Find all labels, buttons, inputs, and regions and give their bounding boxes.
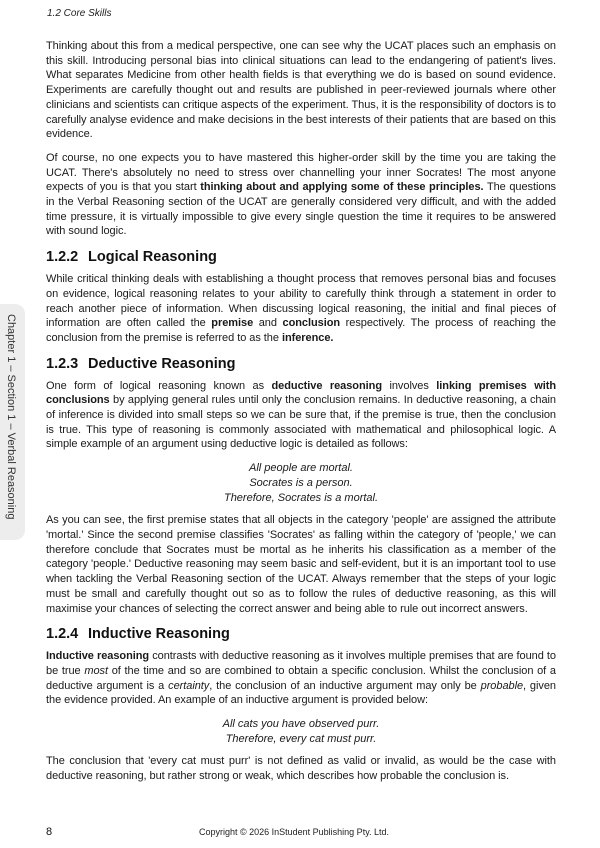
text-run: The questions in the Verbal Reasoning section of the UCAT are generally considered very difficult, and with the added time pressure, it is virtually impossible to give every single question the time it requires to be answered with sound logic.	[46, 181, 556, 238]
example-line: Therefore, every cat must purr.	[225, 732, 377, 745]
side-tab-label: Chapter 1 – Section 1 – Verbal Reasoning	[5, 314, 17, 520]
running-head: 1.2 Core Skills	[47, 8, 112, 19]
logical-paragraph	[46, 272, 556, 346]
text-run: Of course, no one expects you to have mastered this higher-order skill by the time you are taking the UCAT. There's absolutely no need to stress over channelling your inner Socrates! The most anyone expects of you is that you start	[46, 151, 556, 194]
deductive-paragraph-2: As you can see, the first premise states that all objects in the category 'people' are assigned the attribute 'mortal.' Since the second premise classifies 'Socrates' as falling within the category of 'people,' we can therefore conclude that Socrates must be mortal as he inherits his classification as a member of the category 'people.' Deductive reasoning may seem basic and self-evident, but it is an important tool to use when tackling the Verbal Reasoning section of the UCAT. Always remember that the steps of your logic must be small and carefully thought out so as to follow the rules of deductive reasoning, as this will maximise your chances of selecting the correct answer and being able to rule out incorrect answers.	[46, 514, 556, 615]
deductive-example	[46, 461, 556, 505]
text-run: by applying general rules until only the conclusion remains. In deductive reasoning, a chain of inference is divided into small steps so we can be sure that, if the premise is true, then the conclusion is true. This type of reasoning is commonly associated with mathematical and philosophical logic. A simple example of an argument using deductive logic is detailed as follows:	[46, 394, 556, 451]
deductive-paragraph-1	[46, 379, 556, 453]
italic-text: probable	[480, 679, 524, 692]
bold-text: thinking about and applying some of these principles.	[200, 181, 484, 194]
inductive-paragraph-2: The conclusion that 'every cat must purr' is not defined as valid or invalid, as would be the case with deductive reasoning, but rather strong or weak, which describes how probable the conclusion is.	[46, 755, 556, 783]
section-title: Logical Reasoning	[88, 249, 217, 266]
bold-text: premise	[211, 317, 254, 330]
section-number: 1.2.2	[46, 249, 79, 266]
section-number: 1.2.3	[46, 355, 79, 372]
copyright-text: Copyright © 2026 InStudent Publishing Pty. Ltd.	[198, 827, 390, 837]
bold-text: linking premises with conclusions	[46, 379, 556, 407]
bold-text: conclusion	[282, 317, 341, 330]
page-number: 8	[46, 826, 53, 838]
section-title: Inductive Reasoning	[88, 626, 230, 643]
text-run: of the time and so are combined to obtain a specific conclusion. Whilst the conclusion of a deductive argument is a	[46, 664, 556, 692]
copyright-footer	[0, 827, 600, 837]
inductive-example	[46, 717, 556, 746]
text-run: While critical thinking deals with establishing a thought process that removes personal bias and focuses on evidence, logical reasoning relates to your ability to carefully think through a statement in order to reach another piece of information. When discussing logical reasoning, the initial and final pieces of information are often called the	[46, 273, 556, 330]
italic-text: most	[84, 664, 108, 677]
bold-text: deductive reasoning	[271, 379, 382, 392]
text-run: , given the evidence provided. An example of an inductive argument is provided below:	[46, 679, 556, 707]
intro-paragraph-1: Thinking about this from a medical perspective, one can see why the UCAT places such an emphasis on this skill. Introducing personal bias into clinical situations can lead to the endangering of patient's lives. What separates Medicine from other health fields is that everything we do is based on sound evidence. Experiments are carefully thought out and results are published in peer-reviewed journals where other clinicians and scientists can critique aspects of the experiment. Thus, it is the responsibility of doctors is to carefully analyse evidence and make decisions in the best interests of their patients that are based on this evidence.	[46, 40, 556, 141]
section-number: 1.2.4	[46, 626, 79, 643]
text-run: and	[253, 317, 283, 330]
text-run: , the conclusion of an inductive argument may only be	[209, 679, 481, 692]
bold-text: Inductive reasoning	[46, 650, 150, 663]
section-heading-logical	[46, 248, 556, 266]
section-heading-inductive	[46, 625, 556, 643]
example-line: All cats you have observed purr.	[222, 718, 380, 731]
text-run: contrasts with deductive reasoning as it involves multiple premises that are found to be true	[46, 650, 557, 677]
section-title: Deductive Reasoning	[88, 355, 236, 372]
italic-text: certainty	[168, 679, 210, 692]
bold-text: inference.	[281, 331, 334, 344]
chapter-side-tab	[0, 304, 25, 540]
intro-paragraph-2	[46, 151, 556, 239]
inductive-paragraph-1	[46, 649, 556, 708]
example-line: All people are mortal.	[249, 462, 353, 475]
example-line: Therefore, Socrates is a mortal.	[223, 491, 379, 504]
section-heading-deductive	[46, 355, 556, 373]
text-run: One form of logical reasoning known as	[46, 379, 272, 392]
text-run: respectively. The process of reaching the conclusion from the premise is referred to as the	[46, 317, 556, 344]
page-content	[46, 39, 556, 793]
example-line: Socrates is a person.	[249, 476, 353, 489]
text-run: involves	[382, 379, 437, 392]
